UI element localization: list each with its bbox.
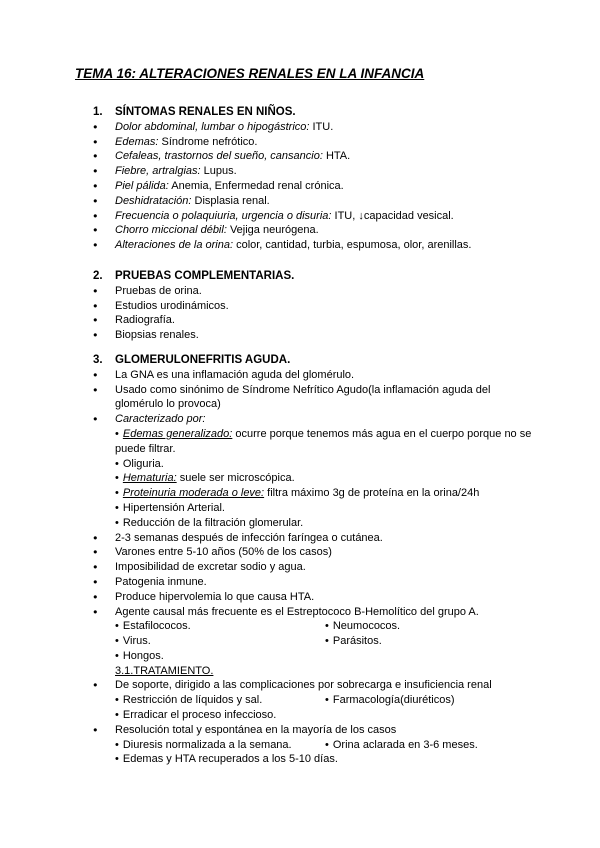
section-glomerulonefritis bbox=[93, 353, 535, 767]
bullet-lead: Cefaleas, trastornos del sueño, cansancio: bbox=[115, 150, 323, 163]
bullet-item bbox=[93, 313, 535, 328]
bullet-text bbox=[115, 164, 535, 179]
bullet-icon: ● bbox=[93, 384, 98, 394]
bullet-text: Resolución total y espontánea en la mayoría de los casos bbox=[115, 723, 397, 736]
sub-bullet-icon: • bbox=[115, 738, 119, 751]
sub-bullet-item bbox=[115, 471, 535, 486]
bullet-icon: ● bbox=[93, 576, 98, 586]
bullet-item bbox=[93, 284, 535, 299]
bullet-text: Varones entre 5-10 años (50% de los casos) bbox=[115, 546, 332, 559]
bullet-item bbox=[93, 328, 535, 343]
bullet-icon: ● bbox=[93, 136, 98, 146]
sub-bullet-icon: • bbox=[325, 738, 329, 751]
bullet-item bbox=[93, 120, 535, 135]
treatment-heading-text: 3.1.TRATAMIENTO. bbox=[115, 664, 214, 677]
treatment-item: Edemas y HTA recuperados a los 5-10 días. bbox=[122, 753, 338, 766]
bullet-rest: Vejiga neurógena. bbox=[226, 224, 319, 237]
bullet-text bbox=[115, 194, 535, 209]
bullet-text: Agente causal más frecuente es el Estreptococo B-Hemolítico del grupo A. bbox=[115, 605, 479, 618]
bullet-lead: Deshidratación: bbox=[115, 194, 192, 207]
bullet-icon: ● bbox=[93, 195, 98, 205]
agents-row bbox=[115, 634, 535, 649]
bullet-icon: ● bbox=[93, 121, 98, 131]
bullet-text bbox=[115, 223, 535, 238]
bullet-item bbox=[93, 164, 535, 179]
sub-bullet-icon: • bbox=[325, 694, 329, 707]
agent-name: Estafilococos. bbox=[122, 620, 191, 633]
bullet-text: Patogenia inmune. bbox=[115, 575, 207, 588]
bullet-rest: Anemia, Enfermedad renal crónica. bbox=[168, 179, 344, 192]
sub-bullet-icon: • bbox=[115, 649, 119, 662]
bullet-text: La GNA es una inflamación aguda del glomérulo. bbox=[115, 368, 355, 381]
sub-bullet-rest: Reducción de la filtración glomerular. bbox=[122, 516, 304, 529]
bullet-icon: ● bbox=[93, 680, 98, 690]
sub-bullet-icon: • bbox=[115, 501, 119, 514]
section-1-number: 1. bbox=[93, 106, 103, 118]
section-2-heading-text: PRUEBAS COMPLEMENTARIAS. bbox=[115, 269, 295, 282]
sub-bullet-icon: • bbox=[115, 694, 119, 707]
bullet-text: Radiografía. bbox=[115, 314, 175, 327]
treatment-row bbox=[115, 708, 535, 723]
sub-bullet-item bbox=[115, 486, 535, 501]
agents-col1 bbox=[115, 619, 325, 634]
sub-bullet-rest: suele ser microscópica. bbox=[176, 472, 295, 485]
bullet-icon: ● bbox=[93, 369, 98, 379]
bullet-item bbox=[93, 412, 535, 427]
section-3-number: 3. bbox=[93, 353, 103, 366]
treatment-item: Orina aclarada en 3-6 meses. bbox=[332, 738, 478, 751]
agent-name: Hongos. bbox=[122, 649, 164, 662]
bullet-text: 2-3 semanas después de infección faríngea o cutánea. bbox=[115, 531, 383, 544]
bullet-text bbox=[115, 149, 535, 164]
sub-bullet-icon: • bbox=[115, 620, 119, 633]
bullet-text: Biopsias renales. bbox=[115, 329, 199, 342]
agents-col1 bbox=[115, 634, 325, 649]
bullet-icon: ● bbox=[93, 151, 98, 161]
bullet-text bbox=[115, 179, 535, 194]
treatment-heading bbox=[115, 664, 535, 679]
bullet-item bbox=[93, 575, 535, 590]
bullet-lead: Piel pálida: bbox=[115, 179, 169, 192]
bullet-icon: ● bbox=[93, 300, 98, 310]
sub-bullet-item bbox=[115, 516, 535, 531]
treatment-col2 bbox=[325, 739, 478, 751]
bullet-rest: HTA. bbox=[322, 150, 351, 163]
bullet-icon: ● bbox=[93, 591, 98, 601]
section-2-heading bbox=[93, 269, 535, 284]
bullet-item bbox=[93, 560, 535, 575]
agents-col2 bbox=[325, 620, 400, 632]
treatment-col1 bbox=[115, 738, 325, 753]
sub-bullet-rest: Hipertensión Arterial. bbox=[122, 501, 225, 514]
sub-bullet-icon: • bbox=[115, 457, 119, 470]
section-1-heading bbox=[93, 105, 535, 120]
bullet-icon: ● bbox=[93, 225, 98, 235]
bullet-item bbox=[93, 678, 535, 693]
bullet-lead: Chorro miccional débil: bbox=[115, 224, 227, 237]
section-sintomas bbox=[93, 105, 535, 253]
bullet-item bbox=[93, 223, 535, 238]
bullet-item bbox=[93, 299, 535, 314]
agent-name: Neumococos. bbox=[332, 620, 401, 633]
bullet-text bbox=[115, 135, 535, 150]
bullet-item bbox=[93, 531, 535, 546]
treatment-col2 bbox=[325, 694, 455, 706]
bullet-icon: ● bbox=[93, 724, 98, 734]
agent-name: Parásitos. bbox=[332, 635, 382, 648]
bullet-text bbox=[115, 209, 535, 224]
bullet-item bbox=[93, 209, 535, 224]
bullet-text bbox=[115, 238, 535, 253]
bullet-icon: ● bbox=[93, 414, 98, 424]
bullet-text: Imposibilidad de excretar sodio y agua. bbox=[115, 561, 306, 574]
document-title: TEMA 16: ALTERACIONES RENALES EN LA INFANCIA bbox=[75, 66, 425, 81]
sub-bullet-lead: Edemas generalizado: bbox=[122, 427, 233, 440]
bullet-item bbox=[93, 605, 535, 620]
bullet-rest: ITU. bbox=[309, 120, 334, 133]
bullet-lead: Alteraciones de la orina: bbox=[115, 239, 234, 252]
bullet-item bbox=[93, 723, 535, 738]
bullet-text bbox=[115, 120, 535, 135]
bullet-text: De soporte, dirigido a las complicaciones por sobrecarga e insuficiencia renal bbox=[115, 679, 492, 692]
section-1-heading-text: SÍNTOMAS RENALES EN NIÑOS. bbox=[115, 106, 296, 118]
treatment-item: Farmacología(diuréticos) bbox=[332, 694, 455, 707]
bullet-icon: ● bbox=[93, 210, 98, 220]
section-pruebas bbox=[93, 269, 535, 343]
sub-bullet-icon: • bbox=[115, 427, 119, 440]
bullet-item bbox=[93, 179, 535, 194]
bullet-text: Produce hipervolemia lo que causa HTA. bbox=[115, 590, 315, 603]
treatment-item: Diuresis normalizada a la semana. bbox=[122, 738, 292, 751]
sub-bullet-icon: • bbox=[115, 472, 119, 485]
bullet-icon: ● bbox=[93, 285, 98, 295]
agents-col2 bbox=[325, 635, 382, 647]
bullet-icon: ● bbox=[93, 330, 98, 340]
bullet-icon: ● bbox=[93, 315, 98, 325]
agent-name: Virus. bbox=[122, 635, 151, 648]
section-3-heading-text: GLOMERULONEFRITIS AGUDA. bbox=[115, 353, 291, 366]
bullet-rest: ITU, ↓capacidad vesical. bbox=[331, 209, 454, 222]
sub-bullet-item bbox=[115, 457, 535, 472]
bullet-icon: ● bbox=[93, 562, 98, 572]
sub-bullet-rest: ocurre porque tenemos más agua en el cuerpo porque no se puede filtrar. bbox=[115, 427, 532, 455]
bullet-item bbox=[93, 383, 535, 413]
bullet-icon: ● bbox=[93, 180, 98, 190]
sub-bullet-lead: Hematuria: bbox=[122, 472, 177, 485]
bullet-rest: Lupus. bbox=[200, 165, 237, 178]
bullet-icon: ● bbox=[93, 532, 98, 542]
bullet-text: Caracterizado por: bbox=[115, 413, 206, 426]
bullet-item bbox=[93, 149, 535, 164]
sub-bullet-icon: • bbox=[115, 709, 119, 722]
bullet-item bbox=[93, 194, 535, 209]
bullet-lead: Frecuencia o polaquiuria, urgencia o disuria: bbox=[115, 209, 332, 222]
bullet-icon: ● bbox=[93, 547, 98, 557]
agents-row bbox=[115, 619, 535, 634]
treatment-row bbox=[115, 693, 535, 708]
bullet-item bbox=[93, 590, 535, 605]
treatment-row bbox=[115, 752, 535, 767]
sub-bullet-icon: • bbox=[115, 516, 119, 529]
sub-bullet-item bbox=[115, 501, 535, 516]
sub-bullet-icon: • bbox=[115, 635, 119, 648]
bullet-text: Usado como sinónimo de Síndrome Nefrítico Agudo(la inflamación aguda del glomérulo lo provoca) bbox=[115, 383, 491, 411]
agents-row bbox=[115, 649, 535, 664]
bullet-icon: ● bbox=[93, 606, 98, 616]
sub-bullet-icon: • bbox=[325, 620, 329, 633]
section-2-number: 2. bbox=[93, 269, 103, 282]
bullet-item bbox=[93, 368, 535, 383]
sub-bullet-item bbox=[115, 427, 535, 457]
bullet-rest: color, cantidad, turbia, espumosa, olor, arenillas. bbox=[233, 239, 472, 252]
sub-bullet-lead: Proteinuria moderada o leve: bbox=[122, 487, 265, 500]
bullet-lead: Edemas: bbox=[115, 135, 159, 148]
sub-bullet-rest: filtra máximo 3g de proteína en la orina/24h bbox=[264, 487, 480, 500]
bullet-item bbox=[93, 238, 535, 253]
bullet-icon: ● bbox=[93, 240, 98, 250]
bullet-text: Pruebas de orina. bbox=[115, 284, 202, 297]
sub-bullet-rest: Oliguria. bbox=[122, 457, 164, 470]
bullet-text: Estudios urodinámicos. bbox=[115, 299, 229, 312]
sub-bullet-icon: • bbox=[115, 487, 119, 500]
bullet-lead: Fiebre, artralgias: bbox=[115, 165, 201, 178]
bullet-item bbox=[93, 135, 535, 150]
treatment-row bbox=[115, 738, 535, 753]
sub-bullet-icon: • bbox=[115, 753, 119, 766]
bullet-icon: ● bbox=[93, 166, 98, 176]
bullet-rest: Síndrome nefrótico. bbox=[158, 135, 258, 148]
treatment-item: Erradicar el proceso infeccioso. bbox=[122, 709, 277, 722]
sub-bullet-icon: • bbox=[325, 635, 329, 648]
treatment-item: Restricción de líquidos y sal. bbox=[122, 694, 263, 707]
bullet-item bbox=[93, 545, 535, 560]
bullet-rest: Displasia renal. bbox=[191, 194, 270, 207]
treatment-col1 bbox=[115, 693, 325, 708]
bullet-lead: Dolor abdominal, lumbar o hipogástrico: bbox=[115, 120, 310, 133]
section-3-heading bbox=[93, 353, 535, 368]
